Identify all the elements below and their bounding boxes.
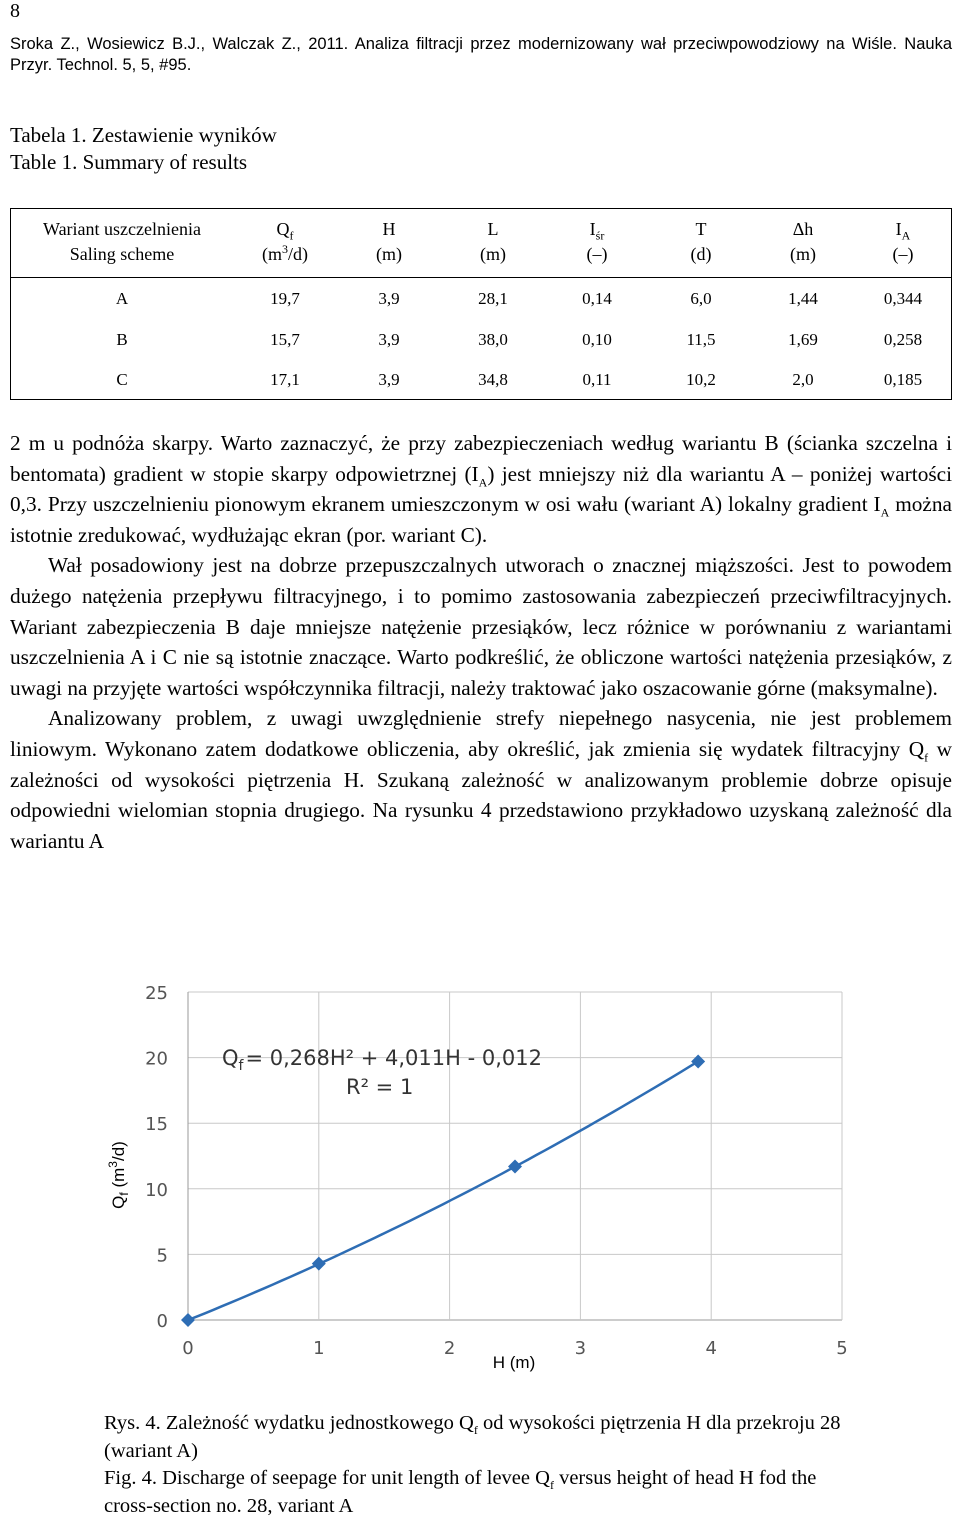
body-text [10, 428, 952, 856]
data-point [312, 1257, 326, 1271]
x-tick-label: 5 [836, 1338, 848, 1359]
data-point [181, 1313, 195, 1327]
header-dh: Δh (m) [790, 219, 816, 264]
x-tick-label: 0 [182, 1338, 194, 1359]
x-tick-label: 4 [705, 1338, 717, 1359]
y-tick-label: 15 [145, 1114, 168, 1136]
header-scheme-pl: Wariant uszczelnienia [43, 219, 201, 239]
paragraph-1: 2 m u podnóża skarpy. Warto zaznaczyć, że przy zabezpieczeniach według wariantu B (ścianka szczelna i bentomata) gradient w stopie skarpy odpowietrznej $(I_A)$ jest mniejszy niż dla wariantu A – poniżej wartości 0,3. Przy uszczelnieniu pionowym ekranem umieszczonym w osi wału (wariant A) lokalny gradient $I_A$ można istotnie zredukować, wydłużając ekran (por. wariant C). [10, 431, 952, 547]
citation: Sroka Z., Wosiewicz B.J., Walczak Z., 2011. Analiza filtracji przez modernizowany wał przeciwpowodziowy na Wiśle. Nauka Przyr. Technol. 5, 5, #95. [10, 35, 952, 74]
y-tick-labels [145, 983, 168, 1332]
qf-vs-h-chart [100, 970, 860, 1380]
figure-caption-pl: Rys. 4. Zależność wydatku jednostkowego $Q_f$ od wysokości piętrzenia H dla przekroju 28 (wariant A) [104, 1412, 841, 1462]
header-scheme-en: Saling scheme [69, 244, 175, 264]
page-number: 8 [10, 0, 20, 22]
table-caption [10, 122, 277, 176]
header-qf: $Q_f$ $(m^3/d)$ [262, 219, 308, 264]
data-point [508, 1159, 522, 1173]
figure-caption-en: Fig. 4. Discharge of seepage for unit length of levee $Q_f$ versus height of head H fod the cross-section no. 28, variant A [104, 1467, 817, 1517]
y-tick-label: 25 [145, 983, 168, 1004]
header-rule [11, 277, 951, 278]
paragraph-3: Analizowany problem, z uwagi uwzględnienie strefy niepełnego nasycenia, nie jest problemem liniowym. Wykonano zatem dodatkowe obliczenia, aby określić, jak zmienia się wydatek filtracyjny $Q_f$ w zależności od wysokości piętrzenia H. Szukaną zależność w analizowanym problemie dobrze opisuje odpowiedni wielomian stopnia drugiego. Na rysunku 4 przedstawiono przykładowo uzyskaną zależność dla wariantu A [10, 706, 952, 853]
series-line [188, 1061, 698, 1320]
header-scheme [11, 217, 233, 267]
y-tick-label: 5 [156, 1245, 168, 1267]
figure-4 [100, 970, 860, 1380]
x-axis-label: H (m) [492, 1353, 536, 1372]
header-ia: $I_A$ (–) [892, 219, 914, 264]
x-tick-label: 1 [313, 1338, 325, 1359]
y-tick-label: 20 [145, 1048, 168, 1070]
header-isr: $I_{śr}$ (–) [586, 219, 608, 264]
regression-equation: $Q_f= 0,268H^2 + 4,011H - 0,012$ [222, 1046, 542, 1074]
figure-caption [104, 1410, 864, 1520]
header-t: T (d) [690, 219, 712, 264]
y-axis-label: $Q_f$ $(m^3/d)$ [106, 1141, 131, 1209]
r-squared-label: R² = 1 [346, 1075, 414, 1099]
grid-lines [188, 992, 842, 1320]
header-h: H (m) [376, 219, 402, 264]
y-tick-label: 0 [156, 1311, 168, 1332]
x-tick-label: 3 [574, 1338, 587, 1359]
results-table: Wariant uszczelnienia Saling scheme $Q_f$ $(m^3/d)$ H (m) L (m) $I_{śr}$ (–) T (d) Δh (m) $I_A$ (–) A 19,7 3,9 28,1 0,14 6,0 1,44 0,344 B 15,7 3,9 38,0 0,10 11,5 1,69 0,258 C 17,1 3,9 34,8 0,11 10,2 2,0 0,185 [10, 208, 952, 400]
data-point [691, 1055, 705, 1069]
data-markers [181, 1055, 705, 1327]
table-caption-pl: Tabela 1. Zestawienie wyników [10, 123, 277, 147]
table-caption-en: Table 1. Summary of results [10, 150, 248, 174]
x-tick-label: 2 [443, 1338, 456, 1359]
header-l: L (m) [480, 219, 506, 264]
paragraph-2: Wał posadowiony jest na dobrze przepuszczalnych utworach o znacznej miąższości. Jest to powodem dużego natężenia przepływu filtracyjnego, i to pomimo zastosowania zabezpieczeń przeciwfiltracyjnych. Wariant zabezpieczenia B daje mniejsze natężenie przesiąków, lecz różnice w porównaniu z wariantami uszczelnienia A i C nie są istotnie znaczące. Warto podkreślić, że obliczone wartości natężenia przesiąków, z uwagi na przyjęte wartości współczynnika filtracji, należy traktować jako oszacowanie górne (maksymalne). [10, 553, 952, 700]
y-tick-label: 10 [145, 1179, 168, 1201]
